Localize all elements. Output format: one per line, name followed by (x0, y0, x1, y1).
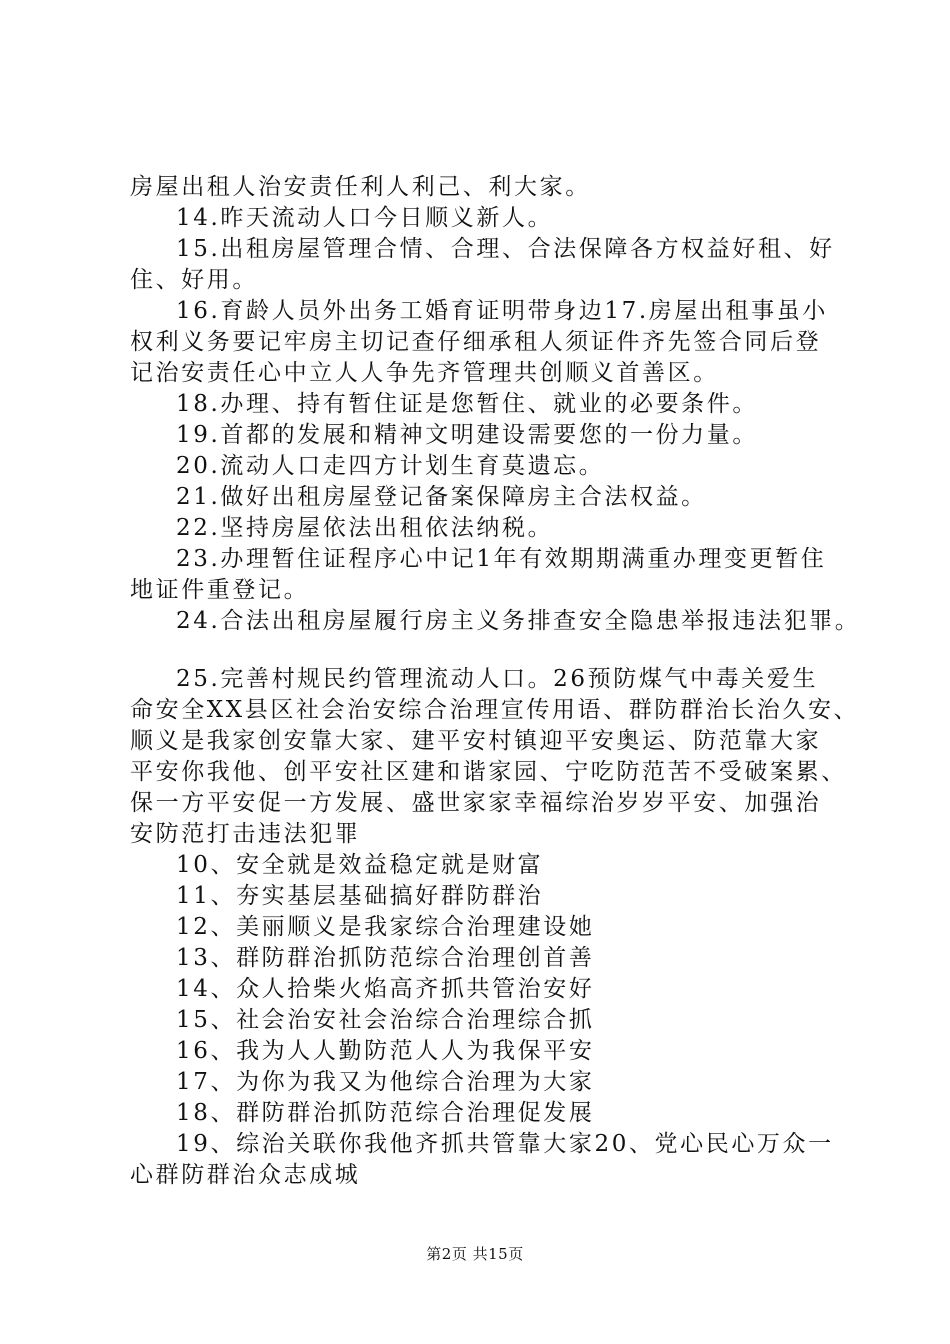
document-body (130, 172, 861, 1191)
text-line: 安防范打击违法犯罪 (130, 821, 361, 847)
text-line: 11、夯实基层基础搞好群防群治 (176, 883, 544, 909)
text-line: 17、为你为我又为他综合治理为大家 (176, 1069, 595, 1095)
text-line: 顺义是我家创安靠大家、建平安村镇迎平安奥运、防范靠大家 (130, 728, 822, 754)
text-line: 15.出租房屋管理合情、合理、合法保障各方权益好租、好 (176, 236, 835, 262)
text-line: 24.合法出租房屋履行房主义务排查安全隐患举报违法犯罪。 (176, 608, 861, 634)
text-line: 19、综治关联你我他齐抓共管靠大家20、党心民心万众一 (176, 1131, 834, 1157)
text-line: 14、众人拾柴火焰高齐抓共管治安好 (176, 976, 595, 1002)
text-line: 21.做好出租房屋登记备案保障房主合法权益。 (176, 484, 707, 510)
text-line: 心群防群治众志成城 (130, 1162, 361, 1188)
paragraph-gap (130, 637, 850, 664)
text-line: 命安全XX县区社会治安综合治理宣传用语、群防群治长治久安、 (130, 697, 860, 723)
text-line: 16.育龄人员外出务工婚育证明带身边17.房屋出租事虽小 (176, 298, 828, 324)
text-line: 地证件重登记。 (130, 577, 310, 603)
text-line: 18.办理、持有暂住证是您暂住、就业的必要条件。 (176, 391, 758, 417)
text-line: 平安你我他、创平安社区建和谐家园、宁吃防范苦不受破案累、 (130, 759, 847, 785)
text-line: 25.完善村规民约管理流动人口。26预防煤气中毒关爱生 (176, 666, 819, 692)
text-line: 权利义务要记牢房主切记查仔细承租人须证件齐先签合同后登 (130, 329, 822, 355)
text-line: 12、美丽顺义是我家综合治理建设她 (176, 914, 595, 940)
text-line: 23.办理暂住证程序心中记1年有效期期满重办理变更暂住 (176, 546, 827, 572)
text-line: 住、好用。 (130, 267, 258, 293)
text-line: 记治安责任心中立人人争先齐管理共创顺义首善区。 (130, 360, 719, 386)
text-line: 19.首都的发展和精神文明建设需要您的一份力量。 (176, 422, 758, 448)
text-line: 10、安全就是效益稳定就是财富 (176, 852, 544, 878)
text-line: 保一方平安促一方发展、盛世家家幸福综治岁岁平安、加强治 (130, 790, 822, 816)
text-line: 房屋出租人治安责任利人利己、利大家。 (130, 174, 591, 200)
text-line: 16、我为人人勤防范人人为我保平安 (176, 1038, 595, 1064)
text-line: 18、群防群治抓防范综合治理促发展 (176, 1100, 595, 1126)
text-line: 22.坚持房屋依法出租依法纳税。 (176, 515, 554, 541)
text-line: 20.流动人口走四方计划生育莫遗忘。 (176, 453, 605, 479)
page-footer: 第2页 共15页 (426, 1245, 524, 1263)
text-line: 13、群防群治抓防范综合治理创首善 (176, 945, 595, 971)
text-line: 15、社会治安社会治综合治理综合抓 (176, 1007, 595, 1033)
text-line: 14.昨天流动人口今日顺义新人。 (176, 205, 554, 231)
